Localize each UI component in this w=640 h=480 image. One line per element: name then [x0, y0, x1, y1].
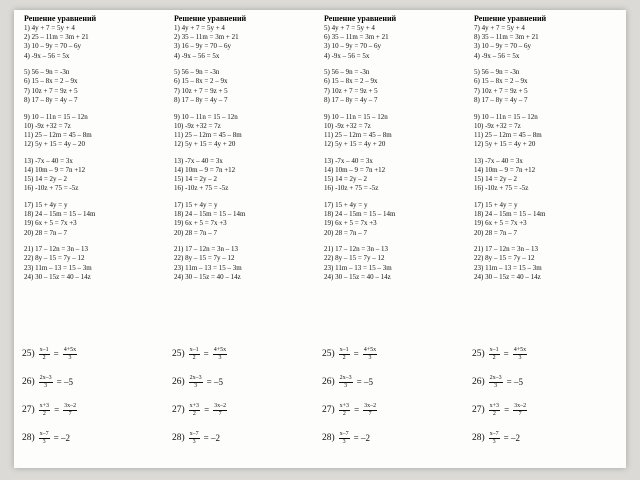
equals-sign: = –5 [56, 377, 73, 387]
equation-line: 3) 10 – 9у = 70 – 6у [24, 42, 82, 51]
left-fraction [39, 347, 50, 362]
fraction-numerator: x–1 [339, 346, 349, 353]
equation-group [474, 201, 614, 238]
equation-line: 14) 10m – 9 = 7n +12 [474, 165, 536, 174]
fraction-numerator: 4+5x [213, 346, 227, 353]
equals-sign: = [203, 349, 209, 359]
fraction-denominator: 2 [192, 354, 196, 361]
equation-group [324, 24, 464, 61]
equation-column-3 [324, 14, 464, 290]
equation-group [474, 245, 614, 282]
equation-line: 13) -7х – 40 = 3х [24, 156, 73, 165]
fraction-numerator: 3x–2 [514, 402, 527, 409]
equation-line: 5) 56 – 9n = -3n [174, 68, 220, 77]
left-fraction [39, 403, 50, 418]
equation-line: 9) 10 – 11n = 15 – 12n [174, 112, 238, 121]
fraction-numerator: 4+5x [63, 346, 77, 353]
equation-line: 16) -10z + 75 = -5z [174, 184, 229, 193]
fraction-denominator: 7 [68, 410, 72, 417]
fraction-numerator: 3x–2 [364, 402, 377, 409]
fraction-equation [322, 396, 472, 424]
equation-line: 4) -9х – 56 = 5х [324, 51, 370, 60]
equation-line: 13) -7х – 40 = 3х [474, 156, 523, 165]
fraction-numerator: 3x–2 [214, 402, 227, 409]
equals-sign: = –2 [203, 433, 220, 443]
fraction-numerator: x–1 [39, 346, 49, 353]
fraction-equation [172, 424, 322, 452]
equation-line: 22) 8у – 15 = 7у – 12 [324, 254, 385, 263]
equation-line: 10) -9z +32 = 7z [474, 121, 521, 130]
fraction-denominator: 3 [218, 354, 222, 361]
equation-number: 26) [322, 377, 335, 387]
equation-number: 28) [472, 433, 485, 443]
equation-line: 21) 17 – 12n = 3n – 13 [24, 245, 89, 254]
equals-sign: = –5 [506, 377, 523, 387]
fraction-denominator: 7 [218, 410, 222, 417]
fraction-denominator: 2 [492, 410, 496, 417]
equation-group [474, 113, 614, 150]
equation-line: 18) 24 – 15m = 15 – 14m [474, 210, 546, 219]
column-heading: Решение уравнений [324, 14, 397, 23]
equation-group [474, 157, 614, 194]
equation-line: 20) 28 = 7n – 7 [24, 228, 68, 237]
equals-sign: = [504, 405, 510, 415]
equation-line: 24) 30 – 15z = 40 – 14z [474, 272, 541, 281]
equation-line: 23) 11m – 13 = 15 – 3m [474, 263, 542, 272]
equation-line: 7) 10z + 7 = 9z + 5 [474, 86, 528, 95]
fraction-equation [22, 396, 172, 424]
left-fraction [489, 375, 503, 390]
fraction-denominator: 3 [494, 382, 498, 389]
equation-group [24, 113, 164, 150]
equals-sign: = [53, 349, 59, 359]
left-fraction [489, 347, 500, 362]
equation-line: 17) 15 + 4у = у [324, 201, 368, 209]
fraction-equation [172, 396, 322, 424]
equation-line: 23) 11m – 13 = 15 – 3m [324, 263, 392, 272]
equation-number: 27) [472, 405, 485, 415]
equation-line: 5) 56 – 9n = -3n [324, 68, 370, 77]
equation-group [474, 68, 614, 105]
fraction-numerator: x–1 [189, 346, 199, 353]
fraction-equations-block [22, 340, 172, 452]
equation-line: 19) 6х + 5 = 7х +3 [324, 219, 377, 228]
equals-sign: = [503, 349, 509, 359]
equation-line: 14) 10m – 9 = 7n +12 [24, 165, 86, 174]
fraction-denominator: 3 [344, 382, 348, 389]
equation-line: 21) 17 – 12n = 3n – 13 [474, 245, 539, 254]
equation-line: 10) -9z +32 = 7z [324, 121, 371, 130]
worksheet-page [14, 10, 626, 468]
equation-line: 22) 8у – 15 = 7у – 12 [24, 254, 85, 263]
fraction-numerator: 2x–3 [489, 374, 502, 381]
fraction-numerator: 3x–2 [64, 402, 77, 409]
equation-line: 6) 35 – 11m = 3m + 21 [324, 33, 389, 42]
equation-line: 6) 15 – 8х = 2 – 9х [24, 77, 78, 86]
equation-line: 18) 24 – 15m = 15 – 14m [24, 210, 96, 219]
equation-group [324, 245, 464, 282]
right-fraction [213, 403, 227, 418]
left-fraction [339, 403, 350, 418]
fraction-denominator: 3 [192, 438, 196, 445]
equation-line: 22) 8у – 15 = 7у – 12 [174, 254, 235, 263]
equation-line: 17) 15 + 4у = у [474, 201, 518, 209]
fraction-equation [322, 340, 472, 368]
equation-line: 15) 14 = 2у – 2 [174, 175, 218, 184]
left-fraction [489, 403, 500, 418]
fraction-denominator: 3 [518, 354, 522, 361]
equation-line: 19) 6х + 5 = 7х +3 [24, 219, 77, 228]
fraction-denominator: 3 [342, 438, 346, 445]
equation-line: 8) 17 – 8у = 4у – 7 [474, 95, 528, 104]
equation-line: 15) 14 = 2у – 2 [324, 175, 368, 184]
fraction-equation [22, 424, 172, 452]
right-fraction [363, 403, 377, 418]
equation-line: 8) 35 – 11m = 3m + 21 [474, 33, 539, 42]
equation-line: 21) 17 – 12n = 3n – 13 [174, 245, 239, 254]
equation-line: 16) -10z + 75 = -5z [474, 184, 529, 193]
equation-line: 9) 10 – 11n = 15 – 12n [24, 112, 88, 121]
equals-sign: = –2 [503, 433, 520, 443]
equation-line: 12) 5у + 15 = 4у + 20 [474, 140, 536, 149]
column-heading: Решение уравнений [474, 14, 547, 23]
fraction-numerator: x–7 [189, 430, 199, 437]
equation-column-4 [474, 14, 614, 290]
fraction-numerator: 4+5x [363, 346, 377, 353]
equation-line: 7) 10z + 7 = 9z + 5 [324, 86, 378, 95]
fraction-denominator: 2 [42, 354, 46, 361]
equation-line: 18) 24 – 15m = 15 – 14m [324, 210, 396, 219]
equation-number: 27) [172, 405, 185, 415]
fraction-equation [322, 368, 472, 396]
equation-number: 27) [22, 405, 35, 415]
fraction-denominator: 2 [492, 354, 496, 361]
equals-sign: = [353, 349, 359, 359]
equals-sign: = [54, 405, 60, 415]
right-fraction [63, 403, 77, 418]
fraction-equation [22, 368, 172, 396]
fraction-equation [472, 396, 622, 424]
fraction-numerator: x–7 [339, 430, 349, 437]
fraction-numerator: 2x–3 [339, 374, 352, 381]
equation-group [24, 68, 164, 105]
equation-number: 28) [322, 433, 335, 443]
equation-line: 10) -9z +32 = 7z [24, 121, 71, 130]
equals-sign: = [354, 405, 360, 415]
fraction-denominator: 7 [518, 410, 522, 417]
equation-line: 14) 10m – 9 = 7n +12 [324, 165, 386, 174]
fraction-numerator: x–1 [489, 346, 499, 353]
equals-sign: = –5 [356, 377, 373, 387]
equation-line: 5) 56 – 9n = -3n [474, 68, 520, 77]
fraction-numerator: x+3 [339, 402, 350, 409]
fraction-equation [172, 340, 322, 368]
fraction-denominator: 3 [68, 354, 72, 361]
fraction-equation [22, 340, 172, 368]
equation-line: 21) 17 – 12n = 3n – 13 [324, 245, 389, 254]
equation-group [324, 68, 464, 105]
equation-group [324, 201, 464, 238]
equation-line: 11) 25 – 12m = 45 – 8m [474, 130, 542, 139]
equation-number: 27) [322, 405, 335, 415]
equation-group [174, 68, 314, 105]
left-fraction [189, 375, 203, 390]
right-fraction [363, 347, 377, 362]
fraction-equations-block [472, 340, 622, 452]
equation-line: 18) 24 – 15m = 15 – 14m [174, 210, 246, 219]
equation-number: 28) [22, 433, 35, 443]
fraction-denominator: 3 [194, 382, 198, 389]
equation-group [24, 157, 164, 194]
equation-group [174, 113, 314, 150]
equation-line: 9) 10 – 11n = 15 – 12n [474, 112, 538, 121]
column-heading: Решение уравнений [24, 14, 97, 23]
equation-line: 24) 30 – 15z = 40 – 14z [324, 272, 391, 281]
equation-line: 10) -9z +32 = 7z [174, 121, 221, 130]
equation-line: 15) 14 = 2у – 2 [474, 175, 518, 184]
fraction-equations-block [172, 340, 322, 452]
equation-group [324, 157, 464, 194]
equals-sign: = –2 [53, 433, 70, 443]
equation-number: 26) [472, 377, 485, 387]
equation-line: 5) 4у + 7 = 5у + 4 [324, 24, 375, 32]
equation-group [174, 24, 314, 61]
equation-line: 1) 4у + 7 = 5у + 4 [174, 24, 225, 32]
equation-group [174, 245, 314, 282]
equation-group [324, 113, 464, 150]
equation-group [24, 245, 164, 282]
equation-group [174, 157, 314, 194]
fraction-equation [472, 368, 622, 396]
equation-line: 17) 15 + 4у = у [24, 201, 68, 209]
equation-line: 23) 11m – 13 = 15 – 3m [174, 263, 242, 272]
equation-line: 9) 10 – 11n = 15 – 12n [324, 112, 388, 121]
equation-line: 20) 28 = 7n – 7 [174, 228, 218, 237]
equation-line: 13) -7х – 40 = 3х [324, 156, 373, 165]
equation-line: 3) 16 – 9у = 70 – 6у [174, 42, 232, 51]
equation-line: 15) 14 = 2у – 2 [24, 175, 68, 184]
fraction-numerator: x–7 [489, 430, 499, 437]
fraction-denominator: 2 [342, 354, 346, 361]
fraction-numerator: x+3 [489, 402, 500, 409]
equation-line: 19) 6х + 5 = 7х +3 [174, 219, 227, 228]
equation-line: 8) 17 – 8у = 4у – 7 [174, 95, 228, 104]
equation-group [174, 201, 314, 238]
equation-line: 20) 28 = 7n – 7 [474, 228, 518, 237]
right-fraction [63, 347, 77, 362]
left-fraction [189, 347, 200, 362]
equation-line: 3) 10 – 9у = 70 – 6у [324, 42, 382, 51]
equation-line: 8) 17 – 8у = 4у – 7 [24, 95, 78, 104]
right-fraction [513, 403, 527, 418]
fraction-equation [322, 424, 472, 452]
equation-line: 11) 25 – 12m = 45 – 8m [24, 130, 92, 139]
equation-group [24, 201, 164, 238]
equation-line: 12) 5у + 15 = 4у + 20 [174, 140, 236, 149]
equation-line: 17) 15 + 4у = у [174, 201, 218, 209]
equation-number: 26) [22, 377, 35, 387]
equation-column-2 [174, 14, 314, 290]
equation-group [24, 24, 164, 61]
fraction-numerator: x–7 [39, 430, 49, 437]
fraction-denominator: 3 [492, 438, 496, 445]
equation-line: 11) 25 – 12m = 45 – 8m [324, 130, 392, 139]
fraction-numerator: 2x–3 [189, 374, 202, 381]
equation-number: 25) [472, 349, 485, 359]
equation-line: 4) -9х – 56 = 5х [24, 51, 70, 60]
equals-sign: = –5 [206, 377, 223, 387]
equation-number: 25) [22, 349, 35, 359]
equation-line: 6) 15 – 8х = 2 – 9х [324, 77, 378, 86]
equation-line: 6) 15 – 8х = 2 – 9х [174, 77, 228, 86]
equation-line: 1) 4у + 7 = 5у + 4 [24, 24, 75, 32]
equation-line: 22) 8у – 15 = 7у – 12 [474, 254, 535, 263]
equation-column-1 [24, 14, 164, 290]
equation-line: 16) -10z + 75 = -5z [24, 184, 79, 193]
fraction-equations-block [322, 340, 472, 452]
equation-line: 6) 15 – 8х = 2 – 9х [474, 77, 528, 86]
fraction-denominator: 7 [368, 410, 372, 417]
equation-line: 12) 5у + 15 = 4у + 20 [324, 140, 386, 149]
fraction-equation [172, 368, 322, 396]
fraction-numerator: 2x–3 [39, 374, 52, 381]
left-fraction [489, 431, 500, 446]
left-fraction [189, 403, 200, 418]
left-fraction [339, 347, 350, 362]
equation-number: 25) [172, 349, 185, 359]
fraction-numerator: x+3 [39, 402, 50, 409]
fraction-equation [472, 424, 622, 452]
fraction-denominator: 2 [192, 410, 196, 417]
equation-line: 4) -9х – 56 = 5х [474, 51, 520, 60]
equation-line: 8) 17 – 8у = 4у – 7 [324, 95, 378, 104]
column-heading: Решение уравнений [174, 14, 247, 23]
equation-line: 24) 30 – 15z = 40 – 14z [174, 272, 241, 281]
equation-line: 2) 35 – 11m = 3m + 21 [174, 33, 239, 42]
right-fraction [213, 347, 227, 362]
equation-group [474, 24, 614, 61]
left-fraction [39, 375, 53, 390]
equation-line: 24) 30 – 15z = 40 – 14z [24, 272, 91, 281]
equation-line: 19) 6х + 5 = 7х +3 [474, 219, 527, 228]
equals-sign: = [204, 405, 210, 415]
equation-line: 14) 10m – 9 = 7n +12 [174, 165, 236, 174]
equation-line: 23) 11m – 13 = 15 – 3m [24, 263, 92, 272]
equation-number: 25) [322, 349, 335, 359]
right-fraction [513, 347, 527, 362]
equation-line: 7) 4у + 7 = 5у + 4 [474, 24, 525, 32]
equation-line: 16) -10z + 75 = -5z [324, 184, 379, 193]
left-fraction [339, 375, 353, 390]
equation-line: 3) 10 – 9у = 70 – 6у [474, 42, 532, 51]
left-fraction [39, 431, 50, 446]
equation-line: 11) 25 – 12m = 45 – 8m [174, 130, 242, 139]
left-fraction [189, 431, 200, 446]
equation-number: 26) [172, 377, 185, 387]
equation-line: 12) 5у + 15 = 4у – 20 [24, 140, 85, 149]
fraction-numerator: x+3 [189, 402, 200, 409]
equation-line: 13) -7х – 40 = 3х [174, 156, 223, 165]
equation-line: 7) 10z + 7 = 9z + 5 [174, 86, 228, 95]
equation-line: 4) -9х – 56 = 5х [174, 51, 220, 60]
equation-line: 5) 56 – 9n = -3n [24, 68, 70, 77]
fraction-denominator: 3 [368, 354, 372, 361]
fraction-numerator: 4+5x [513, 346, 527, 353]
fraction-denominator: 3 [44, 382, 48, 389]
equals-sign: = –2 [353, 433, 370, 443]
fraction-equation [472, 340, 622, 368]
fraction-denominator: 2 [342, 410, 346, 417]
equation-line: 7) 10z + 7 = 9z + 5 [24, 86, 78, 95]
fraction-denominator: 2 [42, 410, 46, 417]
equation-line: 2) 25 – 11m = 3m + 21 [24, 33, 89, 42]
fraction-denominator: 3 [42, 438, 46, 445]
equation-number: 28) [172, 433, 185, 443]
equation-line: 20) 28 = 7n – 7 [324, 228, 368, 237]
left-fraction [339, 431, 350, 446]
